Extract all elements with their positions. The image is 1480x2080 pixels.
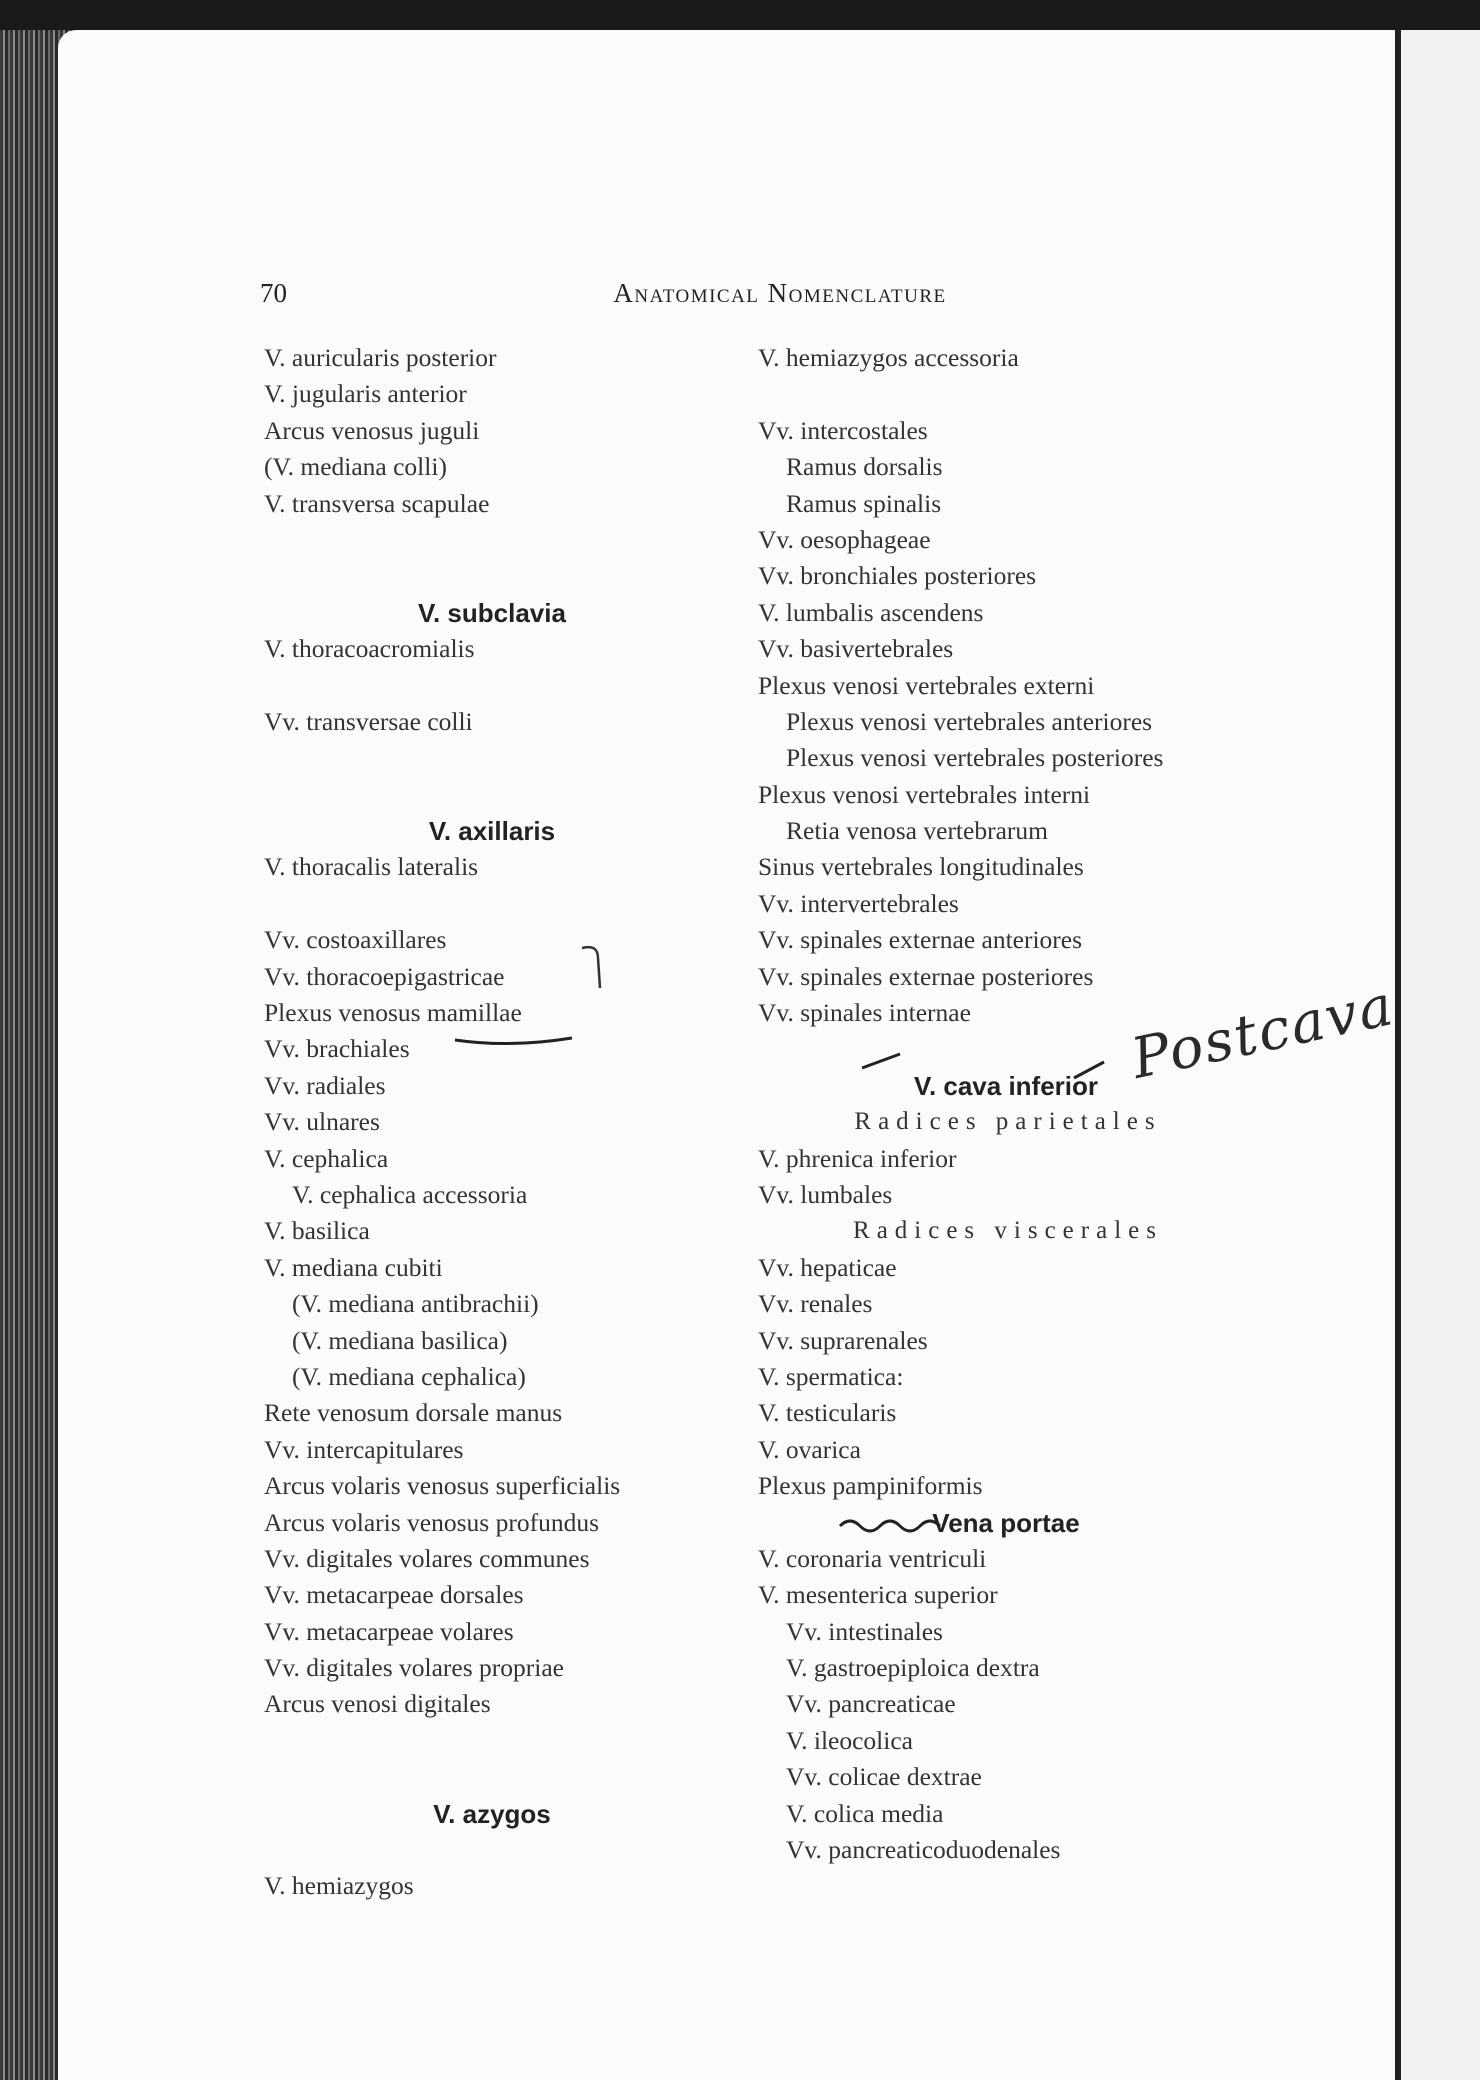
heading-strike-mark	[862, 1054, 1104, 1078]
section-heading-v-cava-inferior: V. cava inferior	[913, 1070, 1099, 1101]
nomenclature-entry: Arcus volaris venosus profundus	[264, 1507, 599, 1537]
nomenclature-entry: Vv. spinales internae	[758, 998, 971, 1028]
running-title: Anatomical Nomenclature	[613, 278, 947, 308]
nomenclature-subentry: Vv. pancreaticoduodenales	[786, 1835, 1061, 1865]
nomenclature-entry: Vv. intervertebrales	[758, 888, 959, 918]
nomenclature-subentry: (V. mediana antibrachii)	[292, 1289, 539, 1319]
subheading-radices-viscerales: Radices viscerales	[853, 1217, 1163, 1245]
nomenclature-entry: Vv. thoracoepigastricae	[264, 961, 505, 991]
nomenclature-entry: Vv. ulnares	[264, 1107, 380, 1137]
nomenclature-entry: Vv. spinales externae posteriores	[758, 961, 1094, 991]
nomenclature-entry: Vv. metacarpeae volares	[264, 1616, 514, 1646]
nomenclature-entry: Vv. spinales externae anteriores	[758, 925, 1083, 955]
nomenclature-entry: Arcus venosi digitales	[264, 1689, 491, 1719]
nomenclature-entry: Vv. suprarenales	[758, 1325, 928, 1355]
nomenclature-entry: (V. mediana colli)	[264, 452, 447, 482]
nomenclature-entry: Arcus venosus juguli	[264, 415, 480, 445]
nomenclature-subentry: Vv. colicae dextrae	[786, 1762, 982, 1792]
nomenclature-entry: V. hemiazygos accessoria	[758, 343, 1019, 372]
nomenclature-entry: Sinus vertebrales longitudinales	[758, 852, 1084, 882]
nomenclature-subentry: Ramus dorsalis	[786, 452, 943, 482]
nomenclature-entry: Vv. metacarpeae dorsales	[264, 1580, 524, 1610]
underline-mamillae-mark	[455, 1038, 572, 1044]
nomenclature-entry: Vv. digitales volares communes	[264, 1543, 590, 1573]
nomenclature-entry: V. jugularis anterior	[264, 379, 467, 409]
nomenclature-entry: V. lumbalis ascendens	[758, 597, 984, 627]
nomenclature-entry: V. spermatica:	[758, 1361, 904, 1391]
nomenclature-entry: Vv. costoaxillares	[264, 925, 447, 955]
nomenclature-entry: Vv. radiales	[264, 1070, 386, 1100]
nomenclature-subentry: V. gastroepiploica dextra	[786, 1653, 1040, 1683]
nomenclature-entry: V. testicularis	[758, 1398, 897, 1428]
nomenclature-entry: Plexus venosi vertebrales interni	[758, 779, 1091, 809]
nomenclature-subentry: V. colica media	[786, 1798, 944, 1828]
nomenclature-entry: Rete venosum dorsale manus	[264, 1398, 563, 1428]
nomenclature-entry: Vv. hepaticae	[758, 1252, 897, 1282]
nomenclature-subentry: (V. mediana cephalica)	[292, 1361, 526, 1391]
nomenclature-entry: Plexus pampiniformis	[758, 1471, 983, 1501]
nomenclature-subentry: (V. mediana basilica)	[292, 1325, 508, 1355]
nomenclature-entry: V. phrenica inferior	[758, 1143, 957, 1173]
nomenclature-entry: Vv. brachiales	[264, 1034, 410, 1064]
section-heading-v-azygos: V. azygos	[433, 1798, 551, 1829]
nomenclature-entry: Vv. bronchiales posteriores	[758, 561, 1037, 591]
nomenclature-entry: V. transversa scapulae	[264, 488, 490, 518]
nomenclature-entry: V. hemiazygos	[264, 1871, 414, 1901]
nomenclature-subentry: Retia venosa vertebrarum	[786, 816, 1048, 846]
nomenclature-subentry: Vv. intestinales	[786, 1616, 943, 1646]
nomenclature-entry: V. basilica	[264, 1216, 370, 1246]
page-number: 70	[260, 278, 287, 308]
handwritten-note: Postcava	[1126, 973, 1400, 1092]
nomenclature-entry: Vv. intercapitulares	[264, 1434, 464, 1464]
nomenclature-entry: Vv. oesophageae	[758, 524, 931, 554]
nomenclature-entry: Arcus volaris venosus superficialis	[264, 1471, 621, 1501]
nomenclature-subentry: Plexus venosi vertebrales anteriores	[786, 706, 1153, 736]
nomenclature-entry: Plexus venosus mamillae	[264, 998, 522, 1028]
nomenclature-entry: Vv. lumbales	[758, 1179, 893, 1209]
nomenclature-entry: Vv. digitales volares propriae	[264, 1653, 564, 1683]
bracket-mark	[582, 947, 600, 988]
nomenclature-entry: V. cephalica	[264, 1143, 389, 1173]
nomenclature-subentry: Plexus venosi vertebrales posteriores	[786, 743, 1164, 773]
nomenclature-subentry: V. cephalica accessoria	[292, 1179, 528, 1209]
nomenclature-entry: Vv. renales	[758, 1289, 873, 1319]
nomenclature-subentry: Vv. pancreaticae	[786, 1689, 956, 1719]
nomenclature-entry: V. mediana cubiti	[264, 1252, 443, 1282]
nomenclature-entry: Plexus venosi vertebrales externi	[758, 670, 1095, 700]
section-heading-v-axillaris: V. axillaris	[428, 816, 556, 847]
section-heading-v-subclavia: V. subclavia	[418, 597, 566, 628]
nomenclature-entry: V. thoracoacromialis	[264, 634, 475, 664]
nomenclature-entry: V. auricularis posterior	[264, 343, 497, 372]
nomenclature-entry: Vv. basivertebrales	[758, 634, 954, 664]
wavy-underline-mark	[840, 1521, 940, 1531]
nomenclature-entry: V. ovarica	[758, 1434, 861, 1464]
nomenclature-subentry: V. ileocolica	[786, 1725, 913, 1755]
nomenclature-entry: V. mesenterica superior	[758, 1580, 998, 1610]
nomenclature-entry: V. thoracalis lateralis	[264, 852, 479, 882]
nomenclature-entry: V. coronaria ventriculi	[758, 1543, 987, 1573]
nomenclature-subentry: Ramus spinalis	[786, 488, 942, 518]
section-heading-vena-portae: Vena portae	[932, 1507, 1080, 1538]
subheading-radices-parietales: Radices parietales	[854, 1108, 1162, 1136]
nomenclature-entry: Vv. transversae colli	[264, 706, 473, 736]
nomenclature-entry: Vv. intercostales	[758, 415, 928, 445]
